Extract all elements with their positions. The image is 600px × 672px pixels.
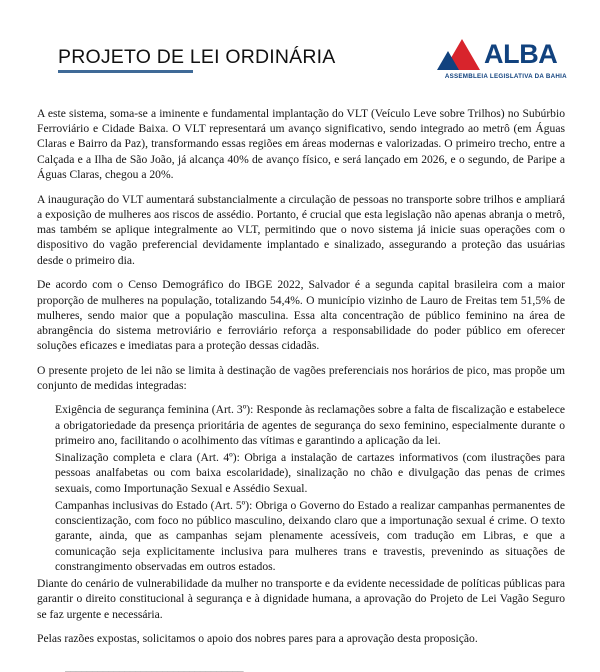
title-underline-rule — [58, 70, 193, 72]
paragraph-censo-ibge: De acordo com o Censo Demográfico do IBGE 2022, Salvador é a segunda capital brasileira com a maior proporção de mulheres na população, totalizando 54,4%. O município vizinho de Lauro de Freitas tem 51,5% de mulheres, sendo maior que a população masculina. Essa alta concentração de público feminino na área de abrangência do sistema metroviário e ferroviário reforça a responsabilidade do poder público em oferecer soluções eficazes e imediatas para a proteção dessas cidadãs. — [37, 277, 565, 353]
list-item: Sinalização completa e clara (Art. 4º): Obriga a instalação de cartazes informativos (com ilustrações para pessoas analfabetas ou com baixa escolaridade), sinalização no chão e divulgação das penas de crimes sexuais, como Importunação Sexual e Assédio Sexual. — [37, 450, 565, 496]
list-item: Campanhas inclusivas do Estado (Art. 5º): Obriga o Governo do Estado a realizar campanhas permanentes de conscientização, com foco no público masculino, deixando claro que a importunação sexual é crime. O texto garante, ainda, que as campanhas sejam plenamente acessíveis, com tradução em Libras, e que a comunicação seja explicitamente inclusiva para mulheres trans e travestis, prevenindo as situações de constrangimento observadas em outros estados. — [37, 498, 565, 574]
paragraph-conclusao: Diante do cenário de vulnerabilidade da mulher no transporte e da evidente necessidade de políticas públicas para garantir o direito constitucional à segurança e à dignidade humana, a aprovação do Projeto de Lei Vagão Seguro se faz urgente e necessária. — [37, 576, 565, 622]
list-item: Exigência de segurança feminina (Art. 3º): Responde às reclamações sobre a falta de fiscalização e estabelece a obrigatoriedade da presença prioritária de agentes de segurança do sexo feminino, especialmente durante o primeiro ano, facilitando o acolhimento das vítimas e garantindo a aplicação da lei. — [37, 402, 565, 448]
alba-triangle-icon — [437, 38, 481, 71]
paragraph-vlt-implantacao: A este sistema, soma-se a iminente e fundamental implantação do VLT (Veículo Leve sobre Trilhos) no Subúrbio Ferroviário e Cidade Baixa. O VLT representará um avanço significativo, sendo integrado ao metrô (em Águas Claras e Bairro da Paz), transformando essas regiões em áreas modernas e valorizadas. O primeiro trecho, entre a Calçada e a Ilha de São João, já alcança 40% de avanço físico, e será lançado em 2026, e o segundo, de Paripe a Águas Claras, chegou a 20%. — [37, 106, 565, 182]
alba-tagline: ASSEMBLEIA LEGISLATIVA DA BAHIA — [437, 73, 575, 80]
paragraph-solicitacao-apoio: Pelas razões expostas, solicitamos o apoio dos nobres pares para a aprovação desta proposição. — [37, 631, 565, 646]
alba-logo-row — [437, 38, 572, 71]
page-title-block — [58, 47, 336, 73]
alba-wordmark: ALBA — [484, 41, 557, 68]
signature-line: _________________________________ — [65, 661, 255, 672]
document-header — [0, 0, 600, 96]
paragraph-vlt-inauguracao: A inauguração do VLT aumentará substancialmente a circulação de pessoas no transporte sobre trilhos e ampliará a exposição de mulheres aos riscos de assédio. Portanto, é crucial que esta legislação não apenas abranja o metrô, mas também se aplique integralmente ao VLT, permitindo que o novo sistema já inicie suas operações com o dispositivo do vagão preferencial devidamente implantado e sinalizado, assegurando a proteção das usuárias desde o primeiro dia. — [37, 192, 565, 268]
paragraph-medidas-intro: O presente projeto de lei não se limita à destinação de vagões preferenciais nos horários de pico, mas propõe um conjunto de medidas integradas: — [37, 363, 565, 393]
document-body — [37, 106, 565, 672]
alba-logo — [437, 38, 572, 80]
page-title: PROJETO DE LEI ORDINÁRIA — [58, 47, 336, 67]
measures-list — [37, 402, 565, 574]
